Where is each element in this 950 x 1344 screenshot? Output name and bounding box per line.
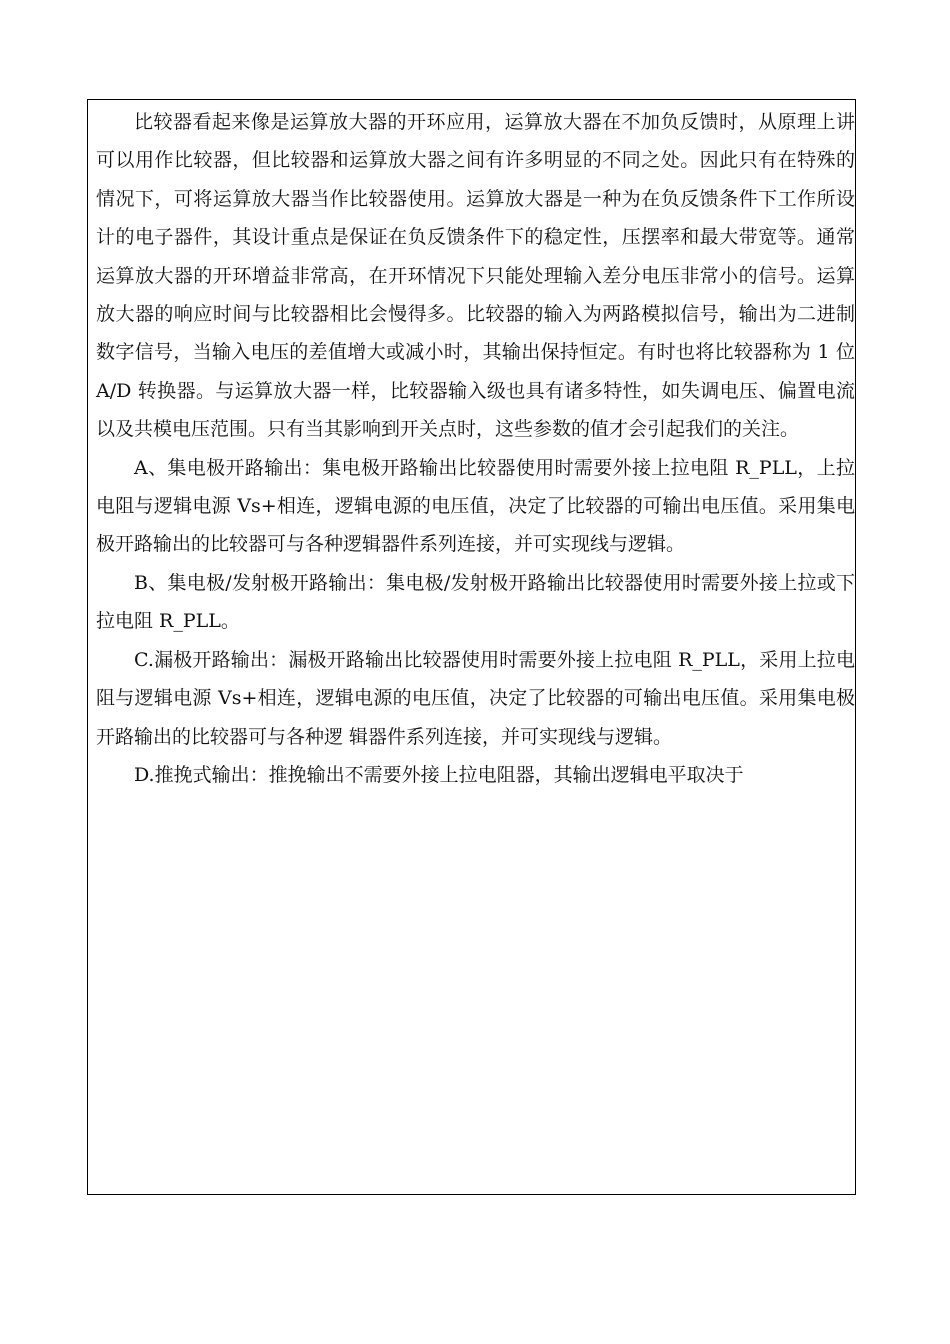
paragraph-open-drain: C.漏极开路输出：漏极开路输出比较器使用时需要外接上拉电阻 R_PLL，采用上拉电阻与逻辑电源 Vs+相连，逻辑电源的电压值，决定了比较器的可输出电压值。采用集电极开路输出的比较器可与各种逻 辑器件系列连接，并可实现线与逻辑。 [96, 648, 855, 748]
text-frame [87, 99, 856, 1195]
paragraph-push-pull: D.推挽式输出：推挽输出不需要外接上拉电阻器，其输出逻辑电平取决于 [134, 763, 744, 786]
paragraph-intro: 比较器看起来像是运算放大器的开环应用，运算放大器在不加负反馈时，从原理上讲可以用作比较器，但比较器和运算放大器之间有许多明显的不同之处。因此只有在特殊的情况下，可将运算放大器当作比较器使用。运算放大器是一种为在负反馈条件下工作所设计的电子器件，其设计重点是保证在负反馈条件下的稳定性，压摆率和最大带宽等。通常运算放大器的开环增益非常高，在开环情况下只能处理输入差分电压非常小的信号。运算放大器的响应时间与比较器相比会慢得多。比较器的输入为两路模拟信号，输出为二进制数字信号，当输入电压的差值增大或减小时，其输出保持恒定。有时也将比较器称为 1 位 A/D 转换器。与运算放大器一样，比较器输入级也具有诸多特性，如失调电压、偏置电流以及共模电压范围。只有当其影响到开关点时，这些参数的值才会引起我们的关注。 [96, 111, 855, 441]
paragraph-open-collector: A、集电极开路输出：集电极开路输出比较器使用时需要外接上拉电阻 R_PLL，上拉电阻与逻辑电源 Vs+相连，逻辑电源的电压值，决定了比较器的可输出电压值。采用集电极开路输出的比较器可与各种逻辑器件系列连接，并可实现线与逻辑。 [96, 456, 855, 556]
paragraph-collector-emitter: B、集电极/发射极开路输出：集电极/发射极开路输出比较器使用时需要外接上拉或下拉电阻 R_PLL。 [96, 571, 855, 633]
